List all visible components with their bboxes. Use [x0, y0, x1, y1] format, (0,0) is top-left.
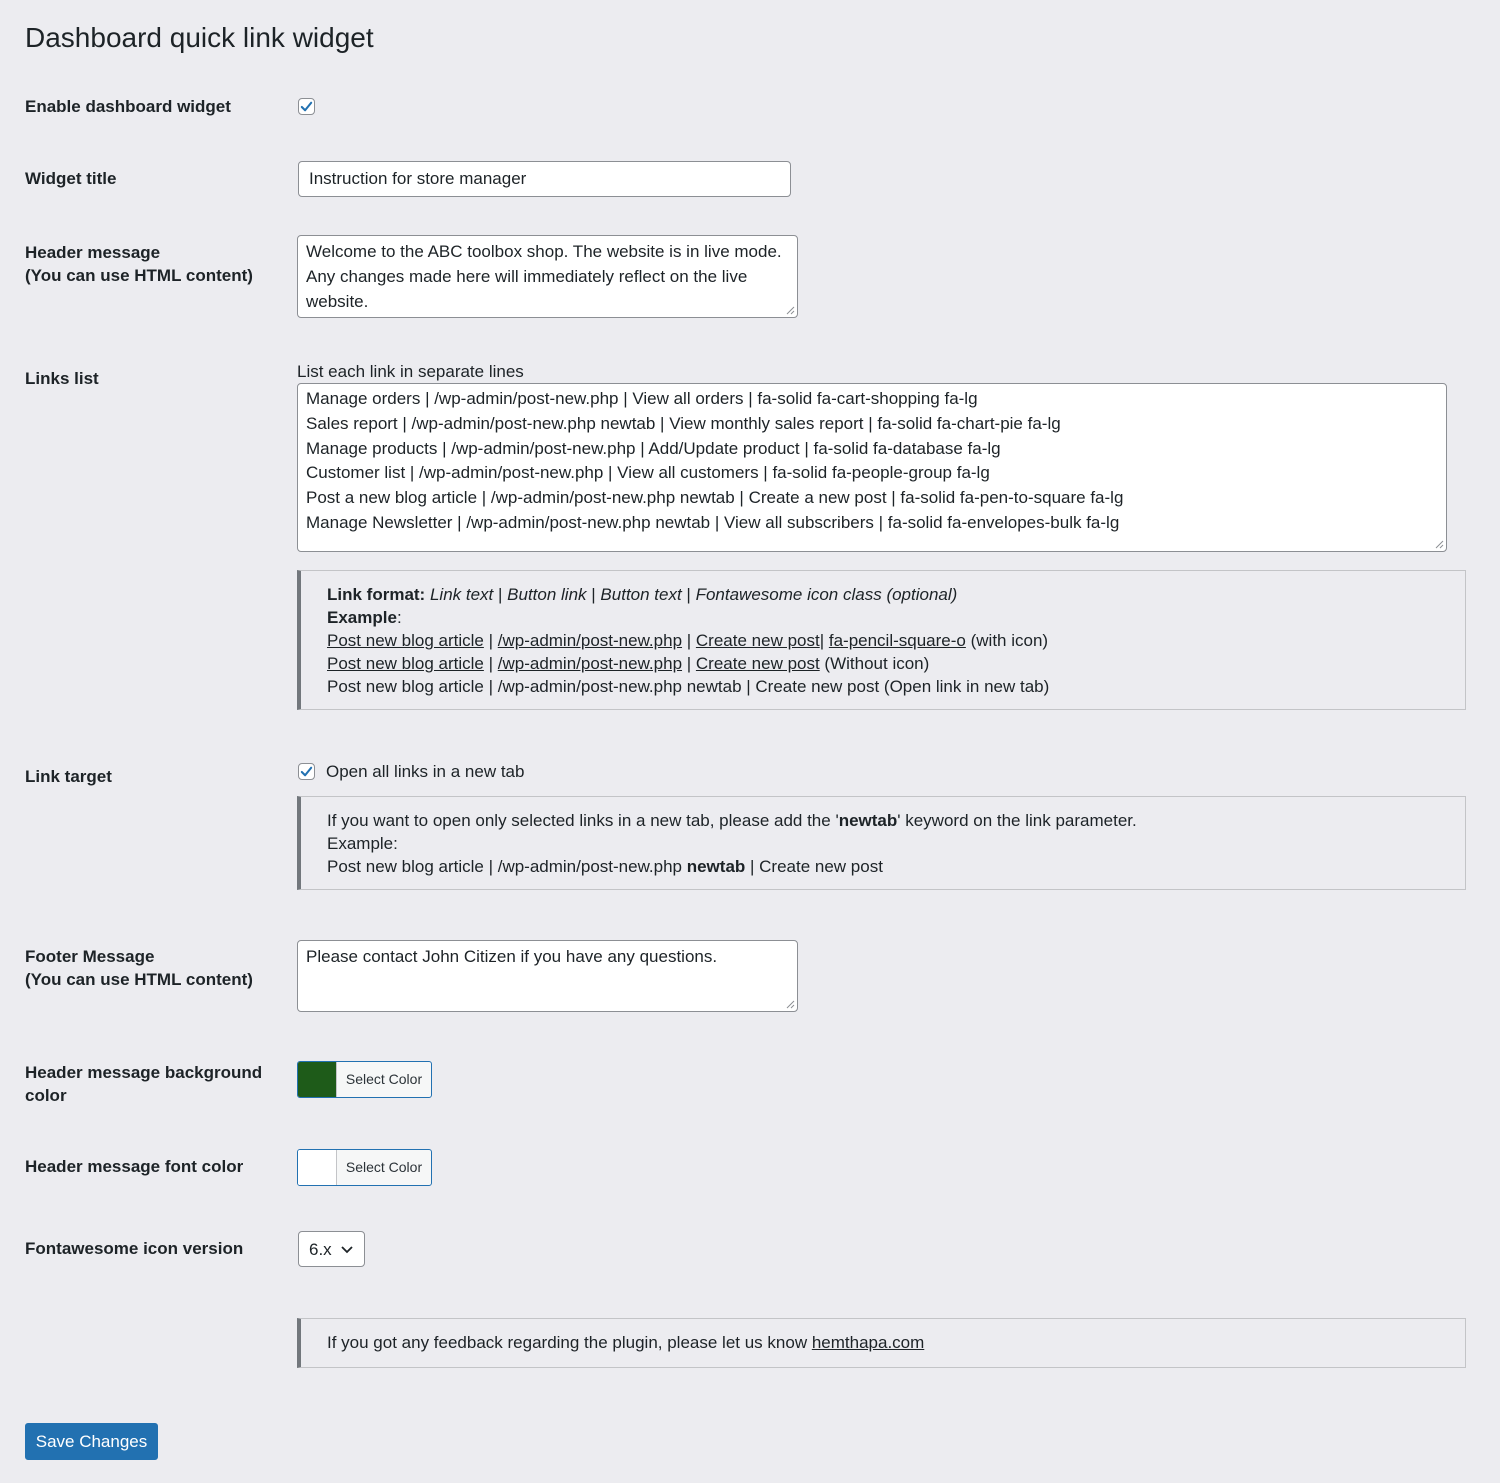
- link-target-label: Link target: [25, 767, 112, 786]
- example-line-2: [327, 652, 1465, 675]
- format-button-link: Button link: [507, 585, 587, 604]
- newtab-example: [327, 855, 1465, 878]
- separator: |: [493, 585, 508, 604]
- color-swatch: [298, 1062, 337, 1097]
- open-new-tab-label[interactable]: Open all links in a new tab: [326, 762, 525, 781]
- link-format-notice: [297, 570, 1466, 710]
- example-button-text[interactable]: Create new post: [695, 654, 820, 673]
- links-list-hint: List each link in separate lines: [297, 362, 524, 381]
- links-list-line: Customer list | /wp-admin/post-new.php | View all customers | fa-solid fa-people-group fa-lg: [306, 463, 990, 483]
- example-label: Example:: [327, 834, 398, 853]
- header-bg-color-label-line2: color: [25, 1086, 67, 1105]
- link-format-label: Link format:: [327, 585, 426, 604]
- header-message-label-hint: (You can use HTML content): [25, 266, 253, 285]
- chevron-down-icon: [340, 1242, 354, 1256]
- header-bg-color-label-line1: Header message background: [25, 1063, 263, 1082]
- example-heading: [327, 606, 1465, 629]
- selected-version: 6.x: [309, 1239, 332, 1259]
- link-target-notice: [297, 796, 1466, 890]
- footer-message-label-title: Footer Message: [25, 947, 155, 966]
- header-font-color-picker[interactable]: [297, 1149, 432, 1186]
- widget-title-label: Widget title: [25, 169, 117, 188]
- links-list-line: Sales report | /wp-admin/post-new.php newtab | View monthly sales report | fa-solid fa-chart-pie fa-lg: [306, 413, 1061, 433]
- resize-handle-icon[interactable]: [785, 999, 795, 1009]
- example-button-text[interactable]: Create new post: [695, 631, 820, 650]
- footer-message-label: [25, 945, 280, 991]
- footer-message-label-hint: (You can use HTML content): [25, 970, 253, 989]
- open-new-tab-checkbox[interactable]: [298, 763, 315, 780]
- example-note: (with icon): [965, 631, 1049, 650]
- footer-message-textarea[interactable]: [297, 940, 798, 1012]
- enable-widget-label: Enable dashboard widget: [25, 97, 231, 116]
- links-list-line: Manage Newsletter | /wp-admin/post-new.php newtab | View all subscribers | fa-solid fa-envelopes-bulk fa-lg: [306, 512, 1120, 532]
- resize-handle-icon[interactable]: [785, 305, 795, 315]
- footer-message-text: Please contact John Citizen if you have any questions.: [306, 947, 718, 966]
- checkmark-icon: [299, 764, 314, 779]
- newtab-example-part2: | Create new post: [745, 857, 883, 876]
- newtab-example-part1: Post new blog article | /wp-admin/post-new.php: [327, 857, 687, 876]
- format-link-text: Link text: [429, 585, 494, 604]
- example-line-3: Post new blog article | /wp-admin/post-new.php newtab | Create new post (Open link in new tab): [327, 677, 1050, 696]
- links-list-line: Manage products | /wp-admin/post-new.php | Add/Update product | fa-solid fa-database fa-lg: [306, 438, 1001, 458]
- separator: |: [682, 654, 696, 673]
- header-bg-color-picker[interactable]: [297, 1061, 432, 1098]
- format-button-text: Button text: [600, 585, 682, 604]
- select-color-label: Select Color: [345, 1071, 423, 1087]
- links-list-label: Links list: [25, 369, 99, 388]
- separator: |: [483, 631, 498, 650]
- newtab-keyword: newtab: [838, 811, 898, 830]
- feedback-link[interactable]: hemthapa.com: [811, 1333, 925, 1352]
- color-swatch: [298, 1150, 337, 1185]
- separator: |: [681, 585, 696, 604]
- feedback-text: If you got any feedback regarding the plugin, please let us know: [327, 1333, 812, 1352]
- newtab-instruction-part1: If you want to open only selected links in a new tab, please add the ': [327, 811, 839, 830]
- separator: |: [682, 631, 696, 650]
- example-note: (Without icon): [819, 654, 930, 673]
- separator: |: [586, 585, 601, 604]
- page-title: Dashboard quick link widget: [25, 22, 374, 53]
- example-link-text[interactable]: Post new blog article: [327, 654, 484, 673]
- header-message-label: [25, 241, 280, 287]
- separator: |: [819, 631, 825, 650]
- example-link-text[interactable]: Post new blog article: [327, 631, 484, 650]
- format-icon-class: Fontawesome icon class (optional): [695, 585, 958, 604]
- header-bg-color-label: [25, 1061, 280, 1107]
- newtab-instruction: [327, 809, 1465, 832]
- header-message-text: Welcome to the ABC toolbox shop. The website is in live mode. Any changes made here will immediately reflect on the live website.: [306, 242, 782, 311]
- links-list-line: Post a new blog article | /wp-admin/post-new.php newtab | Create a new post | fa-solid fa-pen-to-square fa-lg: [306, 488, 1124, 508]
- newtab-keyword: newtab: [686, 857, 746, 876]
- save-changes-button[interactable]: Save Changes: [25, 1423, 158, 1460]
- header-message-textarea[interactable]: [297, 235, 798, 318]
- header-message-label-title: Header message: [25, 243, 161, 262]
- separator: |: [483, 654, 498, 673]
- newtab-instruction-part2: ' keyword on the link parameter.: [897, 811, 1137, 830]
- fontawesome-version-label: Fontawesome icon version: [25, 1239, 244, 1258]
- select-color-label: Select Color: [345, 1159, 423, 1175]
- checkmark-icon: [299, 99, 314, 114]
- example-line-1: [327, 629, 1465, 652]
- header-font-color-label: Header message font color: [25, 1157, 244, 1176]
- example-label: Example: [327, 608, 397, 627]
- fontawesome-version-select[interactable]: [298, 1231, 365, 1267]
- links-list-textarea[interactable]: [297, 383, 1447, 552]
- example-icon-class[interactable]: fa-pencil-square-o: [828, 631, 966, 650]
- example-colon: :: [396, 608, 402, 627]
- links-list-line: Manage orders | /wp-admin/post-new.php | View all orders | fa-solid fa-cart-shopping fa-lg: [306, 389, 978, 408]
- feedback-notice: [297, 1318, 1466, 1368]
- resize-handle-icon[interactable]: [1434, 539, 1444, 549]
- example-link-url[interactable]: /wp-admin/post-new.php: [497, 631, 683, 650]
- example-link-url[interactable]: /wp-admin/post-new.php: [497, 654, 683, 673]
- enable-widget-checkbox[interactable]: [298, 98, 315, 115]
- widget-title-input[interactable]: Instruction for store manager: [298, 161, 791, 197]
- link-format-line: [327, 583, 1465, 606]
